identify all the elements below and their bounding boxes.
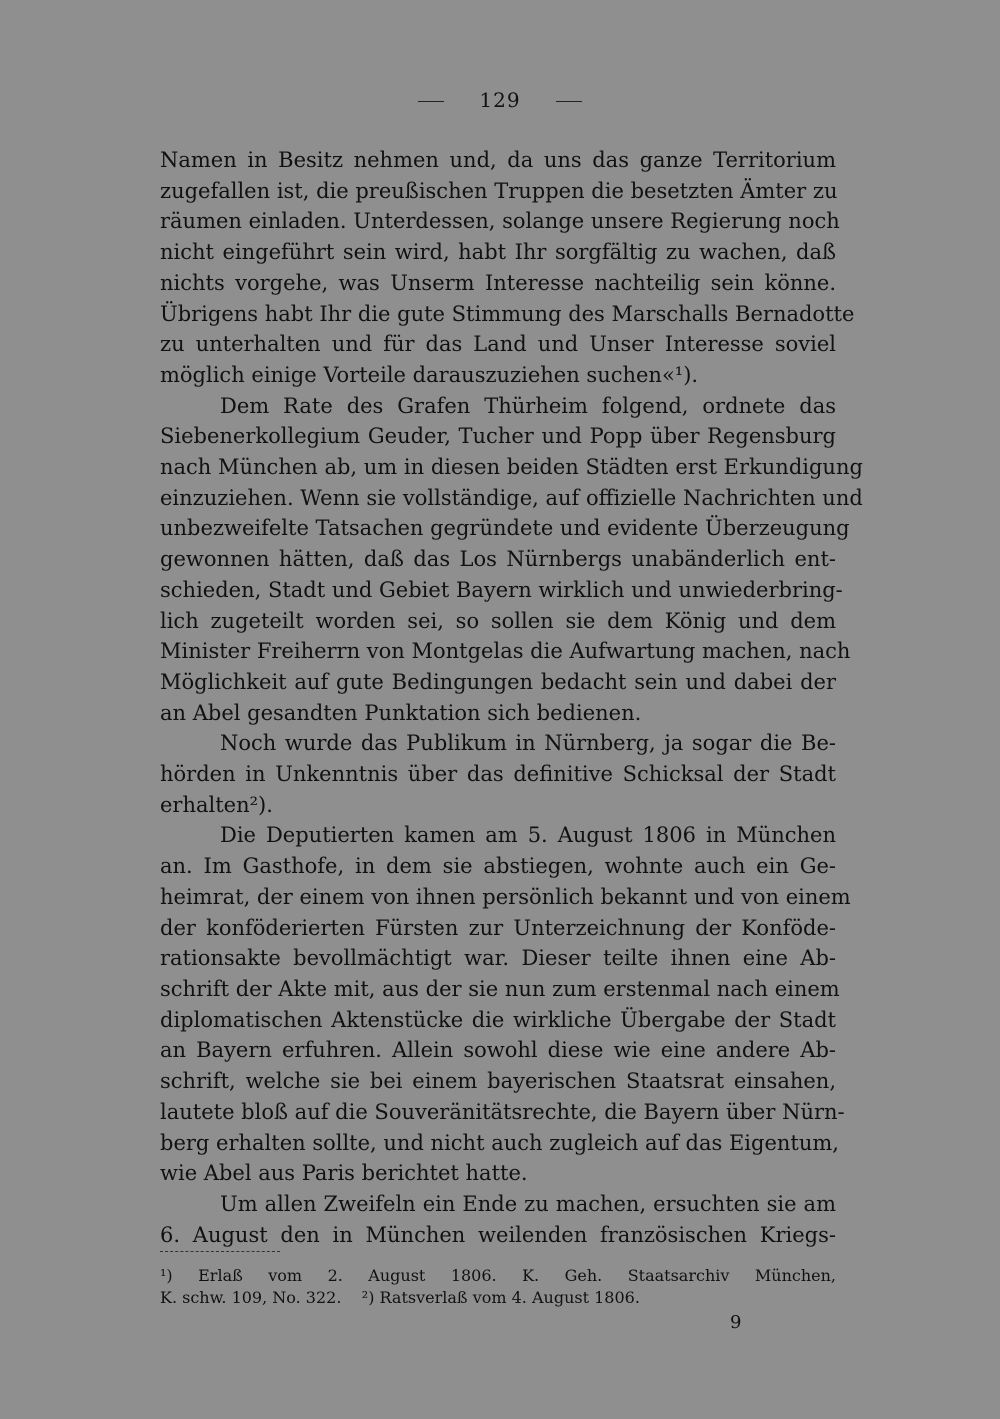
text-line: an Abel gesandten Punktation sich bedienen.: [160, 700, 642, 725]
text-line: lich zugeteilt worden sei, so sollen sie dem König und dem: [160, 608, 836, 633]
text-line: Möglichkeit auf gute Bedingungen bedacht sein und dabei der: [160, 669, 836, 694]
text-line: an Bayern erfuhren. Allein sowohl diese wie eine andere Ab-: [160, 1038, 836, 1063]
text-line: Um allen Zweifeln ein Ende zu machen, ersuchten sie am: [220, 1191, 836, 1216]
text-line: Die Deputierten kamen am 5. August 1806 in München: [220, 823, 836, 848]
footnote-rule: [160, 1251, 280, 1252]
text-line: an. Im Gasthofe, in dem sie abstiegen, wohnte auch ein Ge-: [160, 854, 836, 879]
text-line: Noch wurde das Publikum in Nürnberg, ja sogar die Be-: [220, 731, 836, 756]
text-line: nichts vorgehe, was Unserm Interesse nachteilig sein könne.: [160, 270, 836, 295]
text-line: schrift der Akte mit, aus der sie nun zum erstenmal nach einem: [160, 976, 840, 1001]
body-text: [160, 145, 863, 1250]
text-line: rationsakte bevollmächtigt war. Dieser teilte ihnen eine Ab-: [160, 946, 836, 971]
text-line: möglich einige Vorteile darauszuziehen suchen«¹).: [160, 362, 699, 387]
text-line: hörden in Unkenntnis über das definitive Schicksal der Stadt: [160, 762, 836, 787]
text-line: Namen in Besitz nehmen und, da uns das ganze Territorium: [160, 148, 836, 172]
text-line: gewonnen hätten, daß das Los Nürnbergs unabänderlich ent-: [160, 547, 836, 572]
text-line: schieden, Stadt und Gebiet Bayern wirklich und unwiederbring-: [160, 577, 843, 602]
text-line: Übrigens habt Ihr die gute Stimmung des Marschalls Bernadotte: [160, 301, 855, 326]
text-line: unbezweifelte Tatsachen gegründete und evidente Überzeugung: [160, 516, 850, 541]
text-line: Dem Rate des Grafen Thürheim folgend, ordnete das: [220, 393, 836, 418]
text-line: Minister Freiherrn von Montgelas die Aufwartung machen, nach: [160, 639, 851, 664]
footnote-line-1: ¹) Erlaß vom 2. August 1806. K. Geh. Staatsarchiv München,: [160, 1266, 836, 1285]
text-line: Siebenerkollegium Geuder, Tucher und Popp über Regensburg: [160, 424, 836, 449]
text-line: zugefallen ist, die preußischen Truppen die besetzten Ämter zu: [160, 178, 838, 203]
text-line: zu unterhalten und für das Land und Unser Interesse soviel: [160, 332, 836, 357]
text-line: heimrat, der einem von ihnen persönlich bekannt und von einem: [160, 884, 851, 909]
text-line: lautete bloß auf die Souveränitätsrechte, die Bayern über Nürn-: [160, 1099, 845, 1124]
text-line: räumen einladen. Unterdessen, solange unsere Regierung noch: [160, 209, 840, 234]
text-line: nach München ab, um in diesen beiden Städten erst Erkundigung: [160, 455, 863, 480]
footnote-line-2: K. schw. 109, No. 322. ²) Ratsverlaß vom 4. August 1806.: [160, 1288, 640, 1307]
header-dash-left: [418, 101, 444, 102]
text-line: einzuziehen. Wenn sie vollständige, auf offizielle Nachrichten und: [160, 485, 863, 510]
page-header: [0, 88, 1000, 112]
text-line: wie Abel aus Paris berichtet hatte.: [160, 1161, 528, 1186]
text-line: 6. August den in München weilenden französischen Kriegs-: [160, 1222, 836, 1247]
signature-mark: 9: [730, 1312, 742, 1333]
page-number: 129: [479, 88, 521, 112]
header-dash-right: [556, 101, 582, 102]
text-line: diplomatischen Aktenstücke die wirkliche Übergabe der Stadt: [160, 1007, 836, 1032]
text-line: der konföderierten Fürsten zur Unterzeichnung der Konföde-: [160, 915, 836, 940]
text-line: schrift, welche sie bei einem bayerischen Staatsrat einsahen,: [160, 1069, 836, 1094]
text-line: erhalten²).: [160, 792, 273, 817]
text-line: berg erhalten sollte, und nicht auch zugleich auf das Eigentum,: [160, 1130, 839, 1155]
text-line: nicht eingeführt sein wird, habt Ihr sorgfältig zu wachen, daß: [160, 240, 836, 265]
footnotes: [160, 1265, 836, 1309]
